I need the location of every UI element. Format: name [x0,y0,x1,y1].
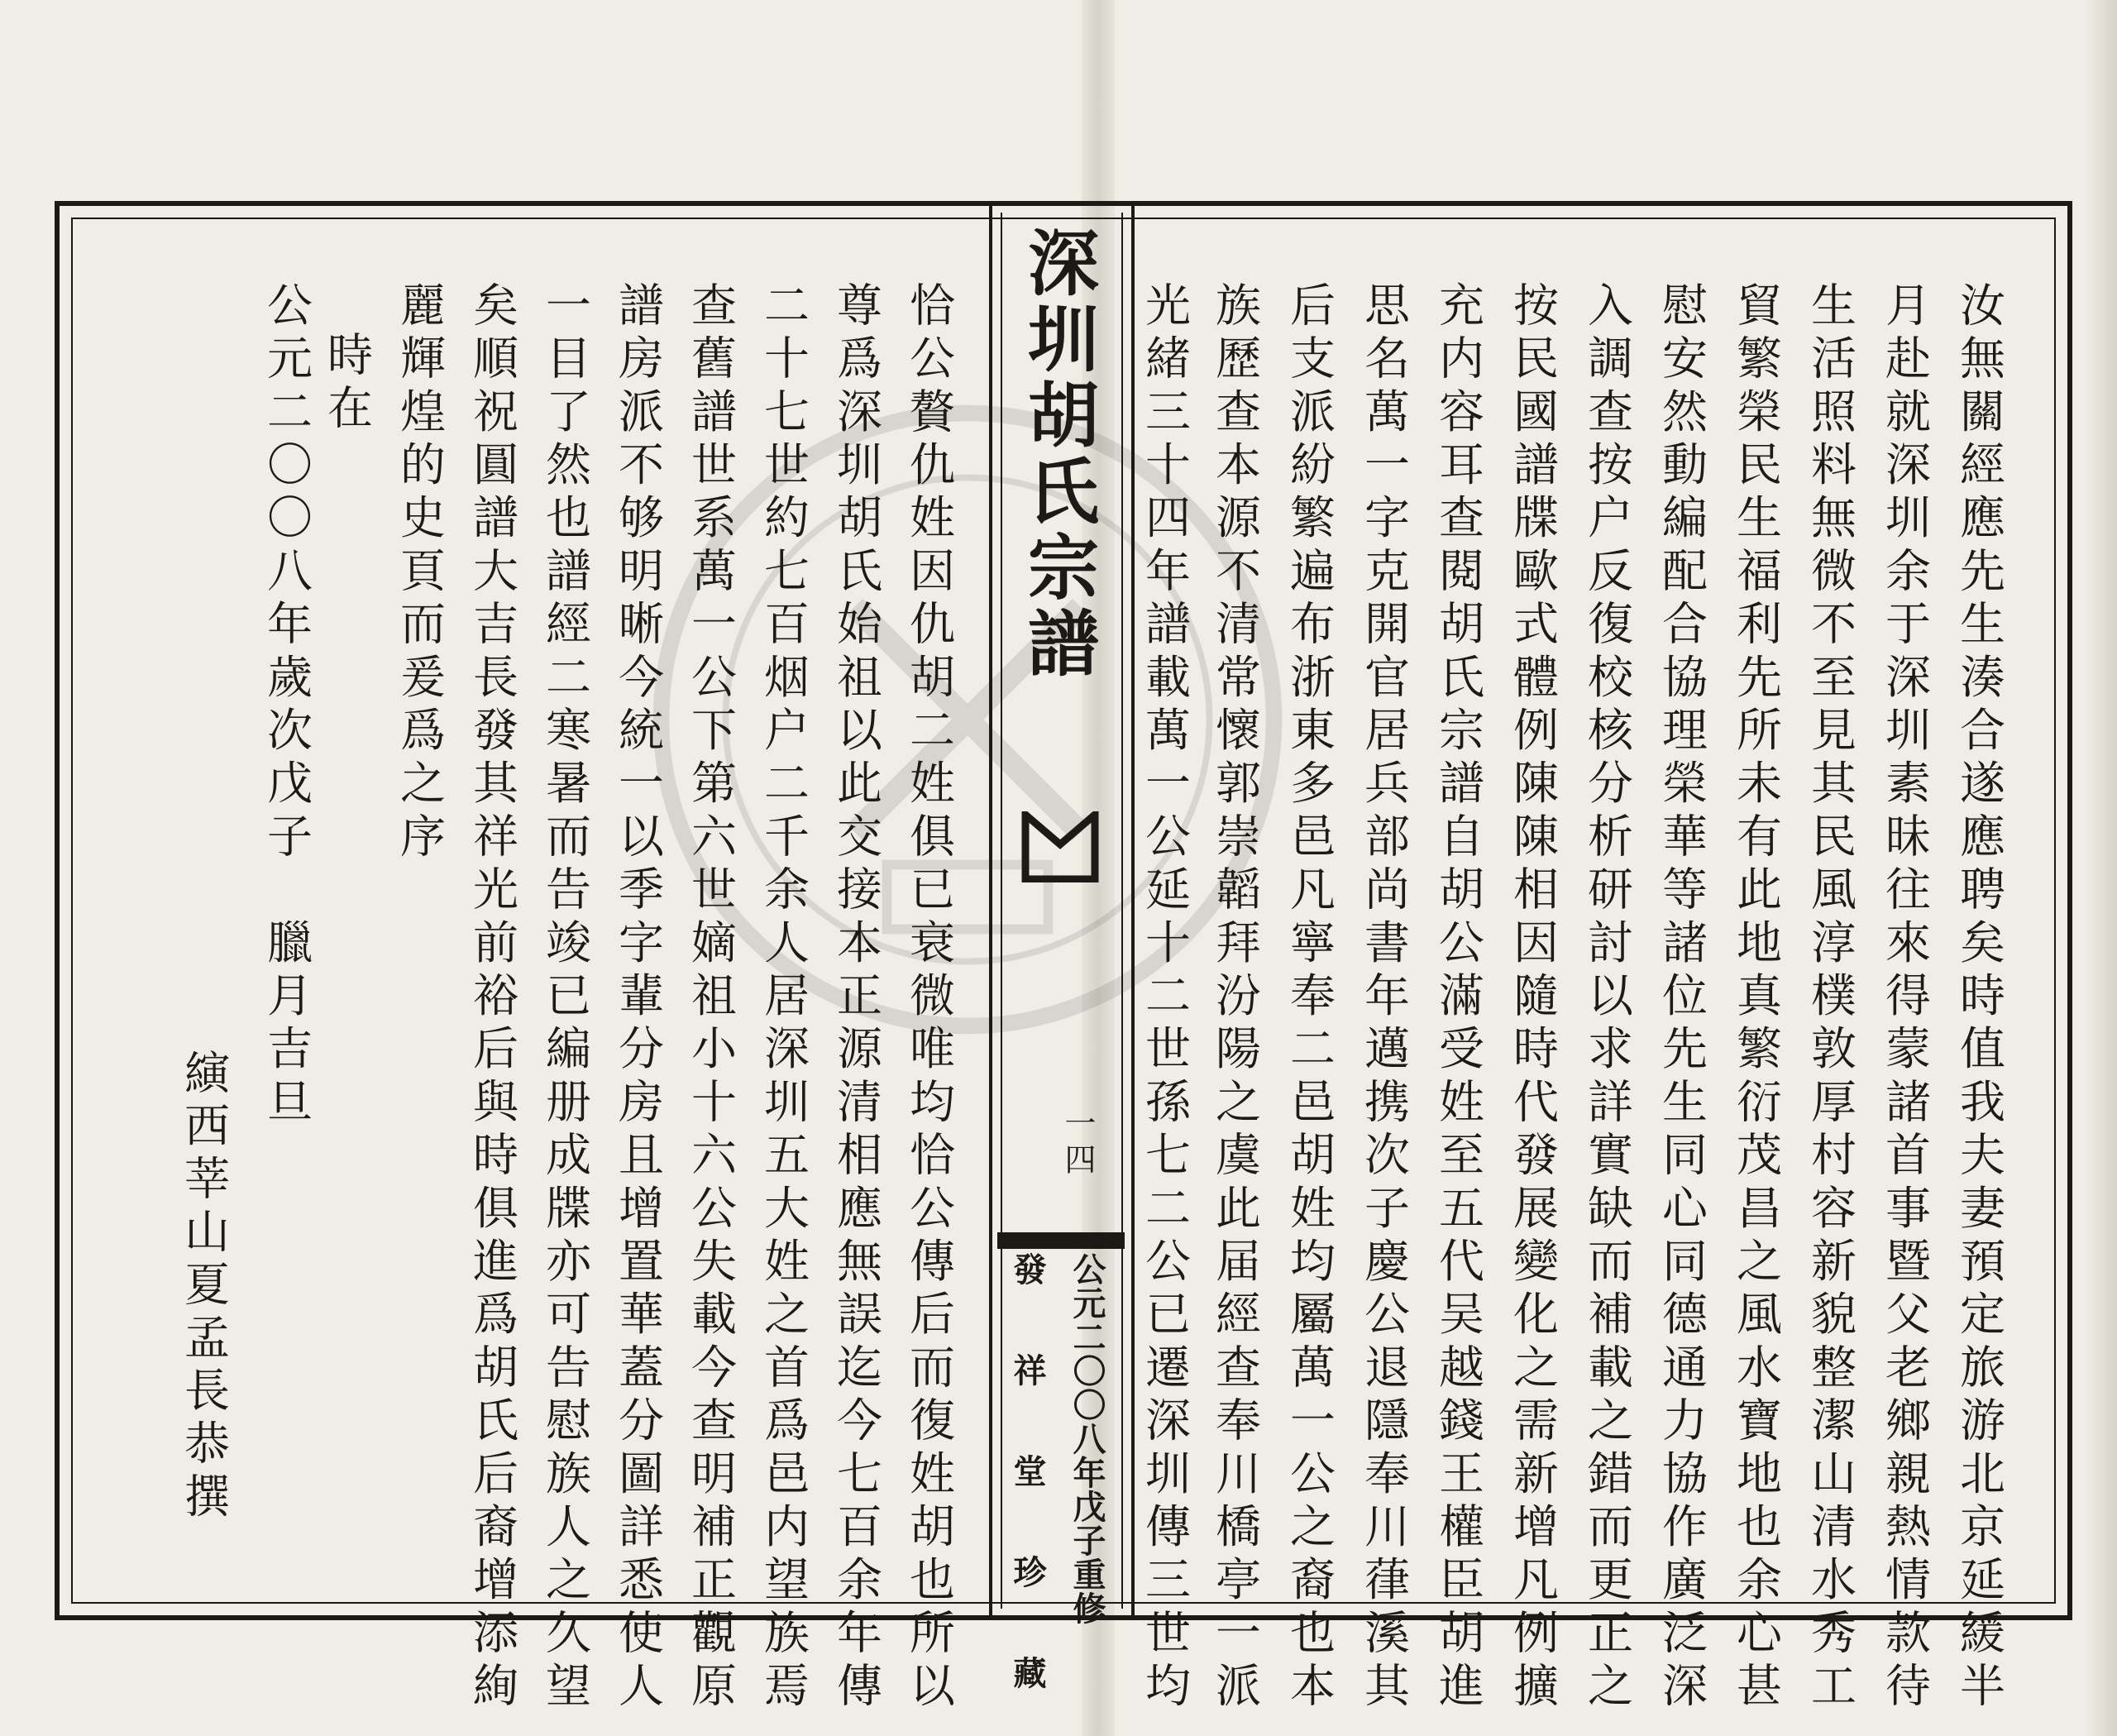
text-column: 一目了然也譜經二寒暑而告竣已編册成牒亦可告慰族人之久望 [538,281,591,1715]
text-column: 汝無關經應先生湊合遂應聘矣時值我夫妻預定旅游北京延緩半 [1952,281,2005,1715]
text-column: 矣順祝圓譜大吉長發其祥光前裕后與時俱進爲胡氏后裔增添絢 [466,281,518,1715]
text-column: 思名萬一字克開官居兵部尚書年邁携次子慶公退隱奉川葎溪其 [1357,281,1410,1715]
edition-note: 公元二〇〇八年戊子重修 [1068,1252,1106,1625]
text-column: 族歷查本源不清常懷郭崇韜拜汾陽之虞此届經查奉川橋亭一派 [1208,281,1261,1715]
date-line: 公元二〇〇八年歲次戊子 臘月吉旦 [260,281,313,1131]
text-column: 慰安然動編配合協理榮華等諸位先生同心同德通力協作廣泛深 [1655,281,1708,1715]
text-column: 查舊譜世系萬一公下第六世嫡祖小十六公失載今查明補正觀原 [684,281,737,1715]
text-column: 按民國譜牒歐式體例陳陳相因隨時代發展變化之需新增凡例擴 [1506,281,1559,1715]
author-signature: 縯西莘山夏孟長恭撰 [177,1049,230,1525]
text-column: 入調查按户反復校核分析研討以求詳實缺而補載之錯而更正之 [1580,281,1633,1715]
time-label: 時在 [320,331,373,438]
publisher-note: 發 祥 堂 珍 藏 [1008,1252,1047,1717]
text-column: 恰公贅仇姓因仇胡二姓俱已衰微唯均恰公傳后而復姓胡也所以 [902,281,955,1715]
page-edge [2084,0,2117,1736]
text-column: 尊爲深圳胡氏始祖以此交接本正源清相應無誤迄今七百余年傳 [829,281,882,1715]
text-column: 光緒三十四年譜載萬一公延十二世孫七二公已遷深圳傳三世均 [1138,281,1191,1715]
genealogy-title: 深圳胡氏宗譜 [1015,226,1099,682]
page-number: 一四 [1059,1107,1096,1179]
text-column: 麗輝煌的史頁而爰爲之序 [393,281,446,866]
text-column: 譜房派不够明晰今統一以季字輩分房且增置華蓋分圖詳悉使人 [611,281,664,1715]
text-column: 二十七世約七百烟户二千余人居深圳五大姓之首爲邑内望族焉 [757,281,810,1715]
banner-divider-bar [997,1232,1125,1249]
text-column: 貿繁榮民生福利先所未有此地真繁衍茂昌之風水寶地也余心甚 [1729,281,1782,1715]
fish-tail-mark-icon [1020,811,1100,882]
text-column: 生活照料無微不至見其民風淳樸敦厚村容新貌整潔山清水秀工 [1804,281,1857,1715]
text-column: 后支派紛繁遍布浙東多邑凡寧奉二邑胡姓均屬萬一公之裔也本 [1283,281,1336,1715]
text-column: 月赴就深圳余于深圳素昧往來得蒙諸首事暨父老鄉親熱情款待 [1878,281,1931,1715]
text-column: 充内容耳查閱胡氏宗譜自胡公滿受姓至五代吴越錢王權臣胡進 [1431,281,1484,1715]
